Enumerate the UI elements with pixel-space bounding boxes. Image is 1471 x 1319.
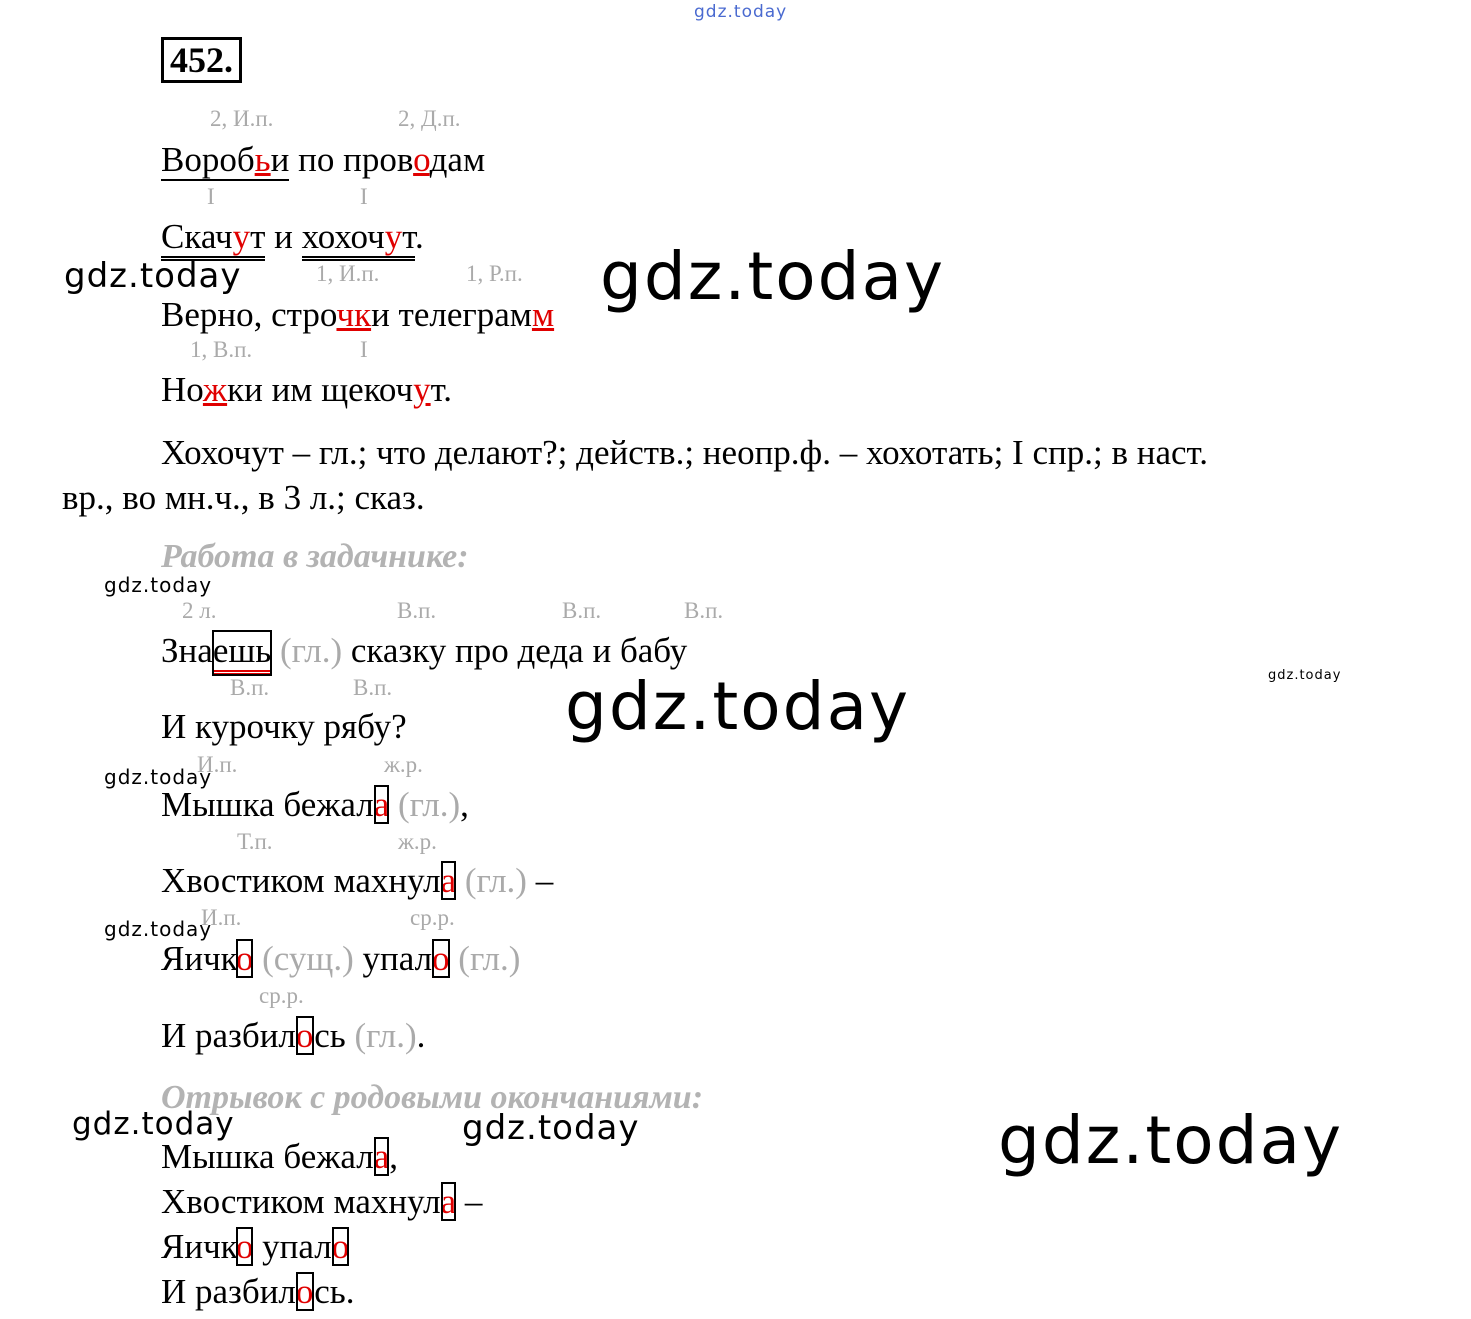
poem-line: Знаешь (гл.) сказку про деда и бабу <box>161 631 687 671</box>
poem-line: Верно, строчки телеграмм <box>161 295 555 334</box>
section-heading: Работа в задачнике: <box>161 538 469 575</box>
exercise-number: 452. <box>161 37 242 83</box>
poem-line: Яичко (сущ.) упало (гл.) <box>161 939 521 978</box>
watermark: gdz.today <box>1268 668 1342 683</box>
analysis-line: Хохочут – гл.; что делают?; действ.; неопр.ф. – хохотать; I спр.; в наст. <box>161 433 1208 472</box>
poem-line: И разбилось. <box>161 1272 355 1311</box>
watermark: gdz.today <box>998 1102 1344 1179</box>
poem-line: Скачут и хохочут. <box>161 217 424 257</box>
watermark: gdz.today <box>565 668 911 745</box>
predicate-word: Скачут <box>161 217 265 261</box>
note: И.п. <box>197 752 238 777</box>
poem-line: Хвостиком махнула (гл.) – <box>161 861 554 900</box>
predicate-word: хохочут <box>302 217 415 261</box>
watermark: gdz.today <box>72 1106 235 1142</box>
note: 1, И.п. <box>316 261 380 286</box>
poem-line: Воробьи по проводам <box>161 140 486 179</box>
poem-line: Мышка бежала (гл.), <box>161 785 469 824</box>
note: В.п. <box>684 598 724 623</box>
note: В.п. <box>397 598 437 623</box>
note: I <box>360 184 368 209</box>
note: I <box>360 337 368 362</box>
note: 2, И.п. <box>210 106 274 131</box>
poem-line: Мышка бежала, <box>161 1137 399 1176</box>
watermark: gdz.today <box>64 256 242 296</box>
note: ср.р. <box>259 983 304 1008</box>
note: В.п. <box>230 675 270 700</box>
watermark: gdz.today <box>104 917 213 941</box>
note: I <box>207 184 215 209</box>
note: Т.п. <box>237 829 273 854</box>
section-heading: Отрывок с родовыми окончаниями: <box>161 1079 704 1116</box>
note: 1, Р.п. <box>466 261 523 286</box>
poem-line: Яичко упало <box>161 1227 350 1266</box>
note: 1, В.п. <box>190 337 253 362</box>
watermark: gdz.today <box>104 765 213 789</box>
poem-line: Ножки им щекочут. <box>161 370 453 409</box>
exercise-number-box <box>161 40 242 80</box>
note: 2 л. <box>182 598 217 623</box>
watermark-top: gdz.today <box>694 2 788 22</box>
watermark: gdz.today <box>462 1108 640 1148</box>
watermark: gdz.today <box>104 573 213 597</box>
note: В.п. <box>353 675 393 700</box>
subject-word: Воробьи <box>161 140 290 179</box>
note: 2, Д.п. <box>398 106 461 131</box>
note: ж.р. <box>398 829 437 854</box>
note: В.п. <box>562 598 602 623</box>
note: И.п. <box>201 905 242 930</box>
note: ср.р. <box>410 905 455 930</box>
analysis-line: вр., во мн.ч., в 3 л.; сказ. <box>62 478 425 517</box>
note: ж.р. <box>384 752 423 777</box>
watermark: gdz.today <box>600 238 946 315</box>
poem-line: И разбилось (гл.). <box>161 1016 426 1055</box>
poem-line: И курочку рябу? <box>161 707 407 746</box>
poem-line: Хвостиком махнула – <box>161 1182 483 1221</box>
